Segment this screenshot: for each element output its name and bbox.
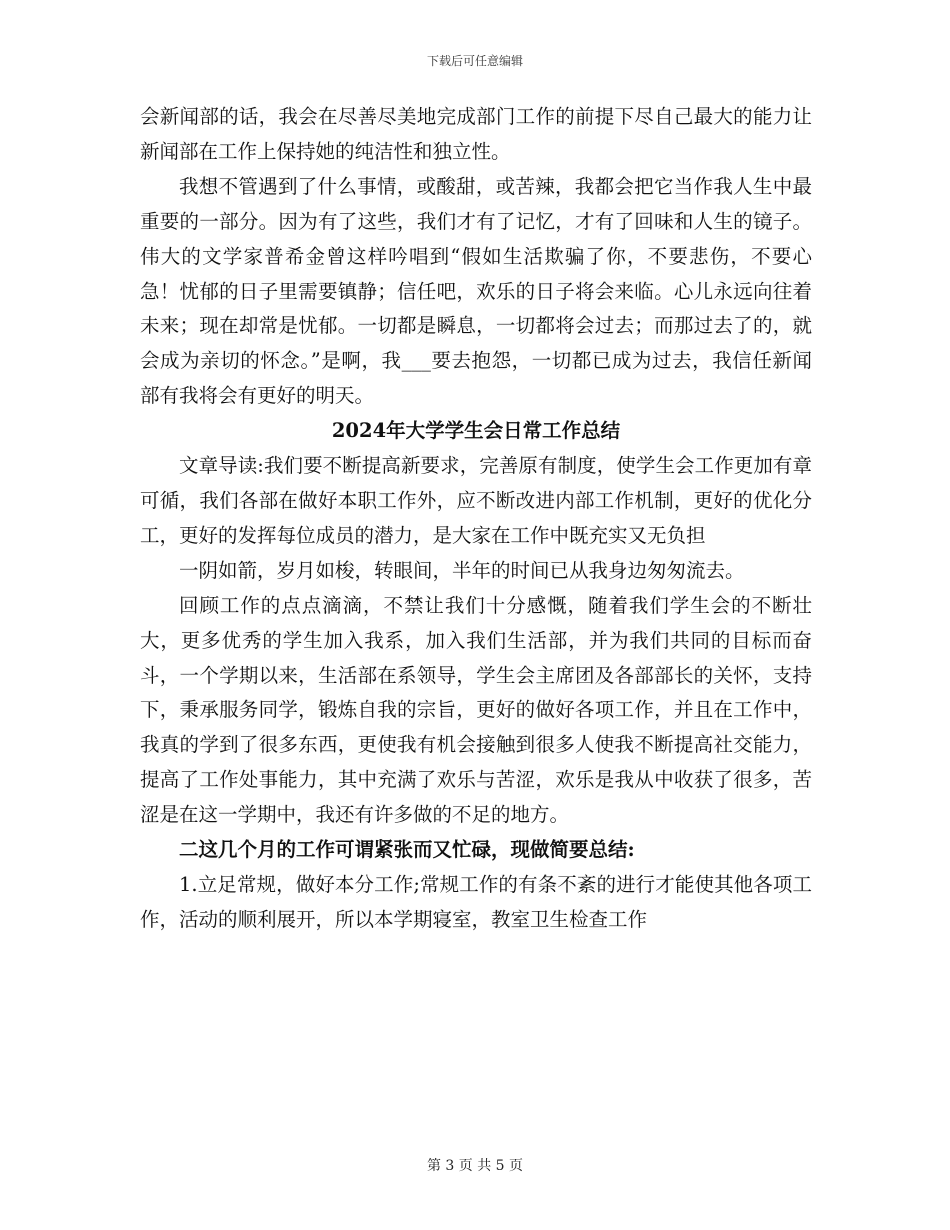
paragraph-time-flies: 一阴如箭，岁月如梭，转眼间，半年的时间已从我身边匆匆流去。 <box>179 558 745 582</box>
page-footer: 第 3 页 共 5 页 <box>426 1158 524 1174</box>
paragraph-review: 回顾工作的点点滴滴，不禁让我们十分感慨，随着我们学生会的不断壮大，更多优秀的学生加入我系，加入我们生活部，并为我们共同的目标而奋斗，一个学期以来，生活部在系领导，学生会主席团及各部部长的关怀，支持下，秉承服务同学，锻炼自我的宗旨，更好的做好各项工作，并且在工作中，我真的学到了很多东西，更使我有机会接触到很多人使我不断提高社交能力，提高了工作处事能力，其中充满了欢乐与苦涩，欢乐是我从中收获了很多，苦涩是在这一学期中，我还有许多做的不足的地方。 <box>140 593 812 827</box>
document-body <box>140 100 812 938</box>
paragraph-article-intro: 文章导读:我们要不断提高新要求，完善原有制度，使学生会工作更加有章可循，我们各部在做好本职工作外，应不断改进内部工作机制，更好的优化分工，更好的发挥每位成员的潜力，是大家在工作中既充实又无负担 <box>140 454 812 547</box>
section-title: 2024年大学学生会日常工作总结 <box>331 419 621 443</box>
paragraph-summary-heading: 二这几个月的工作可谓紧张而又忙碌，现做简要总结: <box>179 838 635 862</box>
paragraph-pushkin-quote: 我想不管遇到了什么事情，或酸甜，或苦辣，我都会把它当作我人生中最重要的一部分。因为有了这些，我们才有了记忆，才有了回味和人生的镜子。伟大的文学家普希金曾这样吟唱到“假如生活欺骗了你，不要悲伤，不要心急！忧郁的日子里需要镇静；信任吧，欢乐的日子将会来临。心儿永远向往着未来；现在却常是忧郁。一切都是瞬息，一切都将会过去；而那过去了的，就会成为亲切的怀念。”是啊，我___要去抱怨，一切都已成为过去，我信任新闻部有我将会有更好的明天。 <box>140 174 812 408</box>
paragraph-item-1: 1.立足常规，做好本分工作;常规工作的有条不紊的进行才能使其他各项工作，活动的顺利展开，所以本学期寝室，教室卫生检查工作 <box>140 872 812 931</box>
page-header: 下载后可任意编辑 <box>426 54 523 68</box>
paragraph-continuation: 会新闻部的话，我会在尽善尽美地完成部门工作的前提下尽自己最大的能力让新闻部在工作上保持她的纯洁性和独立性。 <box>140 105 812 163</box>
